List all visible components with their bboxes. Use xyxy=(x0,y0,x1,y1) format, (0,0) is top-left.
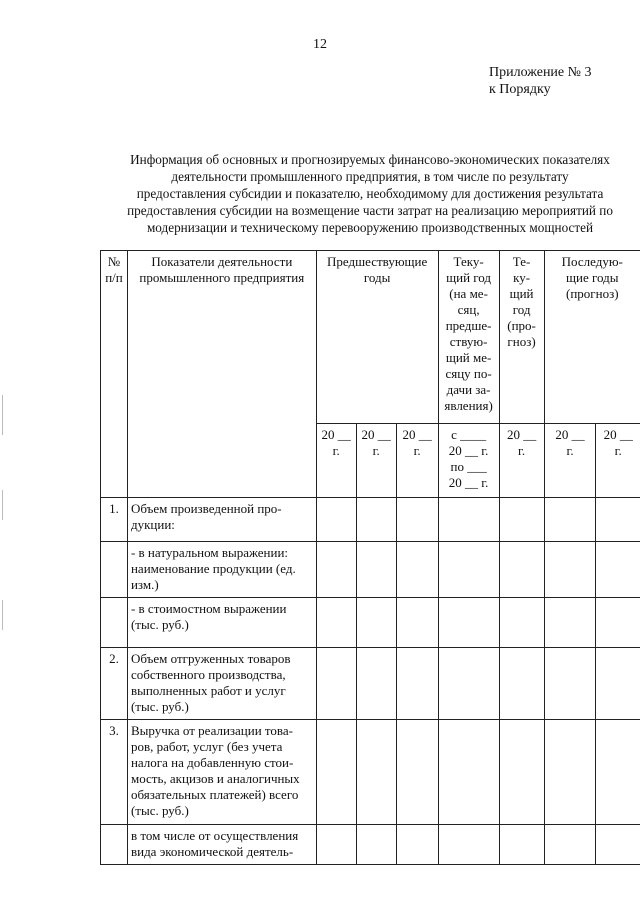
value-cell xyxy=(316,598,356,648)
header-number: № п/п xyxy=(101,251,128,498)
value-cell xyxy=(316,720,356,825)
table-row xyxy=(101,720,640,825)
table-row xyxy=(101,825,640,865)
value-cell xyxy=(499,542,544,598)
row-number xyxy=(101,542,128,598)
subheader-prev-year-3: 20 __ г. xyxy=(396,424,438,498)
value-cell xyxy=(499,825,544,865)
table-row xyxy=(101,498,640,542)
value-cell xyxy=(596,542,640,598)
table-row xyxy=(101,648,640,720)
value-cell xyxy=(438,598,499,648)
row-number: 2. xyxy=(101,648,128,720)
title-line: Информация об основных и прогнозируемых финансово-экономических показателях xyxy=(130,152,610,167)
scan-edge-mark xyxy=(2,600,3,630)
row-label: - в натуральном выражении: наименование продукции (ед. изм.) xyxy=(127,542,316,598)
row-label: Выручка от реализации това- ров, работ, услуг (без учета налога на добавленную стои- мость, акцизов и аналогичных обязательных платежей) всего (тыс. руб.) xyxy=(127,720,316,825)
value-cell xyxy=(499,720,544,825)
value-cell xyxy=(396,498,438,542)
row-number: 3. xyxy=(101,720,128,825)
value-cell xyxy=(356,498,396,542)
row-label: Объем произведенной про- дукции: xyxy=(127,498,316,542)
header-previous-years: Предшествующие годы xyxy=(316,251,438,424)
value-cell xyxy=(596,598,640,648)
page-number: 12 xyxy=(313,37,327,52)
value-cell xyxy=(596,498,640,542)
title-line: предоставления субсидии на возмещение части затрат на реализацию мероприятий по xyxy=(127,203,613,218)
row-label: - в стоимостном выражении (тыс. руб.) xyxy=(127,598,316,648)
value-cell xyxy=(356,825,396,865)
subheader-prev-year-1: 20 __ г. xyxy=(316,424,356,498)
scan-edge-mark xyxy=(2,395,3,435)
appendix-line: к Порядку xyxy=(489,82,551,97)
subheader-period: с ____ 20 __ г. по ___ 20 __ г. xyxy=(438,424,499,498)
value-cell xyxy=(544,825,596,865)
row-label: в том числе от осуществления вида экономической деятель- xyxy=(127,825,316,865)
header-current-year-forecast: Те- ку- щий год (про- гноз) xyxy=(499,251,544,424)
title-line: деятельности промышленного предприятия, в том числе по результату xyxy=(171,169,569,184)
row-number xyxy=(101,825,128,865)
value-cell xyxy=(596,720,640,825)
subheader-next-year-1: 20 __ г. xyxy=(544,424,596,498)
header-current-year-to-month: Теку- щий год (на ме- сяц, предше- ствую- щий ме- сяцу по- дачи за- явления) xyxy=(438,251,499,424)
value-cell xyxy=(356,720,396,825)
table-row xyxy=(101,542,640,598)
row-number xyxy=(101,598,128,648)
indicators-table xyxy=(100,250,640,865)
value-cell xyxy=(356,648,396,720)
appendix-reference xyxy=(489,64,592,98)
value-cell xyxy=(438,720,499,825)
scan-edge-mark xyxy=(2,490,3,520)
value-cell xyxy=(544,648,596,720)
value-cell xyxy=(316,498,356,542)
appendix-line: Приложение № 3 xyxy=(489,65,592,80)
value-cell xyxy=(356,598,396,648)
value-cell xyxy=(316,825,356,865)
value-cell xyxy=(438,542,499,598)
value-cell xyxy=(396,598,438,648)
value-cell xyxy=(544,498,596,542)
value-cell xyxy=(438,825,499,865)
document-title xyxy=(100,151,640,236)
table-row xyxy=(101,598,640,648)
title-line: предоставления субсидии и показателю, необходимому для достижения результата xyxy=(136,186,604,201)
value-cell xyxy=(544,542,596,598)
title-line: модернизации и техническому перевооружению производственных мощностей xyxy=(146,220,594,235)
value-cell xyxy=(396,648,438,720)
value-cell xyxy=(438,498,499,542)
value-cell xyxy=(396,720,438,825)
subheader-prev-year-2: 20 __ г. xyxy=(356,424,396,498)
row-number: 1. xyxy=(101,498,128,542)
value-cell xyxy=(316,648,356,720)
value-cell xyxy=(316,542,356,598)
header-indicator: Показатели деятельности промышленного предприятия xyxy=(127,251,316,498)
value-cell xyxy=(544,598,596,648)
value-cell xyxy=(499,498,544,542)
value-cell xyxy=(356,542,396,598)
value-cell xyxy=(438,648,499,720)
value-cell xyxy=(499,648,544,720)
header-next-years: Последую- щие годы (прогноз) xyxy=(544,251,640,424)
value-cell xyxy=(596,825,640,865)
value-cell xyxy=(544,720,596,825)
subheader-next-year-2: 20 __ г. xyxy=(596,424,640,498)
table-header-row xyxy=(101,251,640,424)
subheader-current-year: 20 __ г. xyxy=(499,424,544,498)
value-cell xyxy=(499,598,544,648)
value-cell xyxy=(396,542,438,598)
value-cell xyxy=(396,825,438,865)
value-cell xyxy=(596,648,640,720)
row-label: Объем отгруженных товаров собственного производства, выполненных работ и услуг (тыс. руб.) xyxy=(127,648,316,720)
